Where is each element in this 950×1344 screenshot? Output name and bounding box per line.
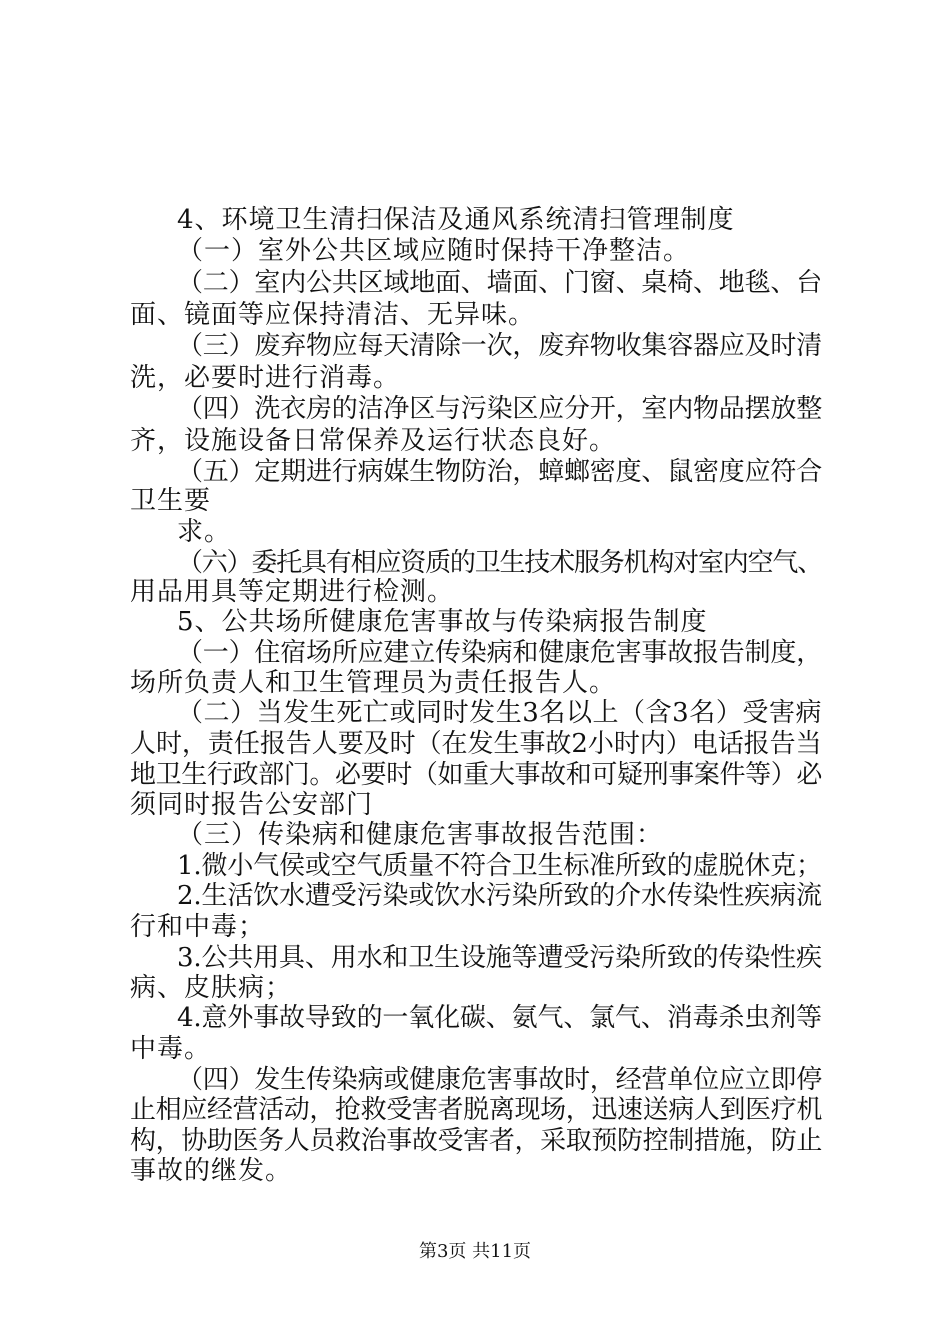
- page-number-footer: 第3页 共11页: [418, 1241, 532, 1262]
- paragraph-line: （四）洗衣房的洁净区与污染区应分开，室内物品摆放整: [177, 394, 823, 424]
- paragraph-line: 齐，设施设备日常保养及运行状态良好。: [130, 426, 617, 456]
- paragraph-line: （五）定期进行病媒生物防治，蟑螂密度、鼠密度应符合: [177, 457, 823, 487]
- paragraph-line: 卫生要: [130, 486, 212, 516]
- paragraph-line: 人时，责任报告人要及时（在发生事故2小时内）电话报告当: [130, 729, 822, 759]
- paragraph-line: （一）室外公共区域应随时保持干净整洁。: [177, 236, 691, 266]
- paragraph-line: 止相应经营活动，抢救受害者脱离现场，迅速送病人到医疗机: [130, 1095, 823, 1125]
- paragraph-line: （二）室内公共区域地面、墙面、门窗、桌椅、地毯、台: [177, 268, 823, 298]
- paragraph-line: 须同时报告公安部门: [130, 790, 374, 820]
- paragraph-line: 用品用具等定期进行检测。: [130, 577, 455, 607]
- paragraph-line: （三）传染病和健康危害事故报告范围：: [177, 820, 664, 850]
- list-item-continuation: 中毒。: [130, 1034, 212, 1064]
- list-item: 3.公共用具、用水和卫生设施等遭受污染所致的传染性疾: [177, 943, 822, 973]
- paragraph-line: 求。: [177, 517, 232, 547]
- paragraph-line: （三）废弃物应每天清除一次，废弃物收集容器应及时清: [177, 331, 823, 361]
- list-item: 4.意外事故导致的一氧化碳、氨气、氯气、消毒杀虫剂等: [177, 1003, 822, 1033]
- list-item-continuation: 行和中毒；: [130, 912, 266, 942]
- paragraph-line: （一）住宿场所应建立传染病和健康危害事故报告制度，: [177, 638, 823, 668]
- paragraph-line: （四）发生传染病或健康危害事故时，经营单位应立即停: [177, 1065, 823, 1095]
- paragraph-line: 场所负责人和卫生管理员为责任报告人。: [130, 668, 617, 698]
- paragraph-line: （二）当发生死亡或同时发生3名以上（含3名）受害病: [177, 698, 823, 728]
- paragraph-line: 洗，必要时进行消毒。: [130, 363, 401, 393]
- paragraph-line: 地卫生行政部门。必要时（如重大事故和可疑刑事案件等）必: [130, 760, 823, 790]
- paragraph-line: 面、镜面等应保持清洁、无异味。: [130, 300, 536, 330]
- paragraph-line: 构，协助医务人员救治事故受害者，采取预防控制措施，防止: [130, 1126, 823, 1156]
- list-item: 2.生活饮水遭受污染或饮水污染所致的介水传染性疾病流: [177, 881, 822, 911]
- list-item: 1.微小气侯或空气质量不符合卫生标准所致的虚脱休克；: [177, 851, 822, 881]
- list-item-continuation: 病、皮肤病；: [130, 973, 293, 1003]
- section-heading: 4、环境卫生清扫保洁及通风系统清扫管理制度: [177, 205, 735, 235]
- section-heading: 5、公共场所健康危害事故与传染病报告制度: [177, 607, 708, 637]
- paragraph-line: （六）委托具有相应资质的卫生技术服务机构对室内空气、: [177, 548, 823, 578]
- paragraph-line: 事故的继发。: [130, 1156, 293, 1186]
